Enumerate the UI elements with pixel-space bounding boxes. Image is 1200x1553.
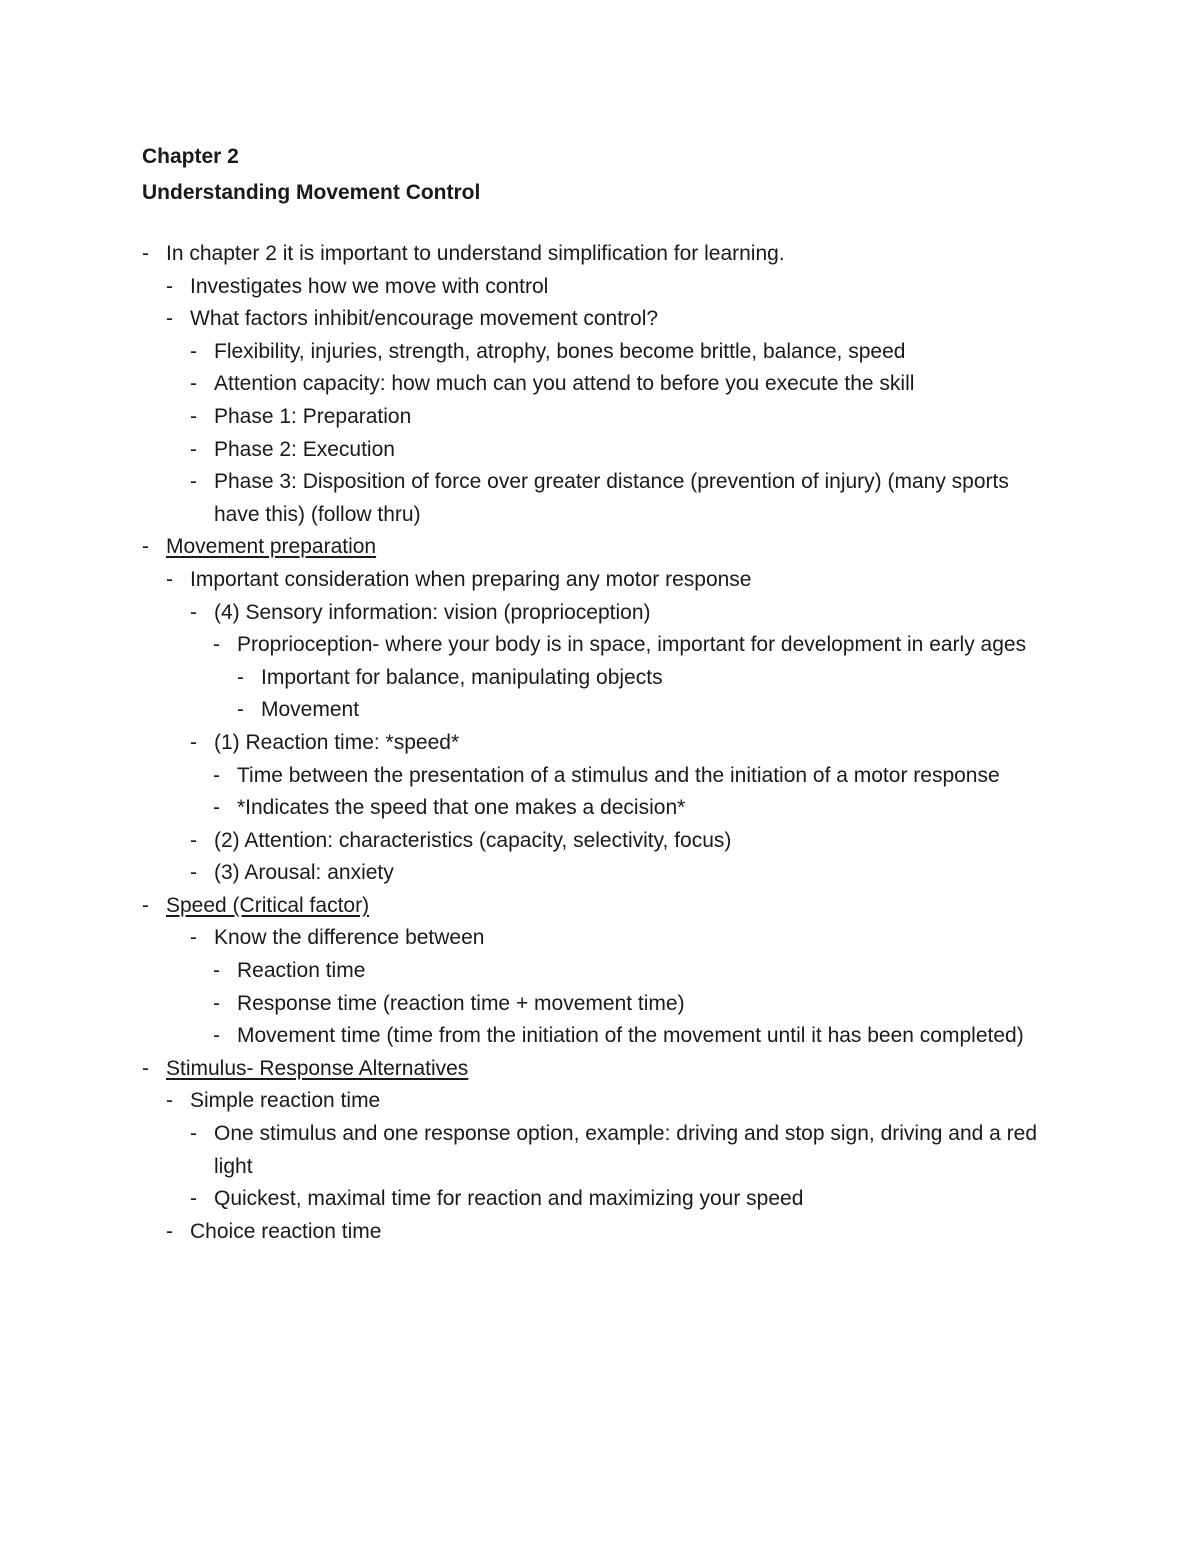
bullet-dash: - (190, 600, 197, 624)
bullet-dash: - (213, 633, 220, 657)
list-item-text: Movement time (time from the initiation of the movement until it has been completed) (237, 1024, 1024, 1048)
bullet-dash: - (190, 926, 197, 950)
list-item (0, 271, 1200, 304)
bullet-dash: - (190, 1187, 197, 1211)
list-item (0, 694, 1200, 727)
list-item-text: Phase 2: Execution (214, 437, 395, 461)
bullet-dash: - (213, 991, 220, 1015)
bullet-dash: - (190, 339, 197, 363)
list-item (0, 401, 1200, 434)
list-item-text: Important consideration when preparing any motor response (190, 567, 752, 591)
list-item-text: (3) Arousal: anxiety (214, 861, 394, 885)
list-item (0, 760, 1200, 793)
underlined-text: Movement preparation (166, 535, 377, 559)
list-item-text: Choice reaction time (190, 1219, 382, 1243)
bullet-dash: - (190, 437, 197, 461)
bullet-dash: - (142, 1056, 149, 1080)
list-item (0, 1183, 1200, 1216)
list-item-text: *Indicates the speed that one makes a decision* (237, 796, 686, 820)
list-item (0, 1118, 1200, 1183)
list-item-text: Movement (261, 698, 360, 722)
bullet-dash: - (190, 404, 197, 428)
list-item-text: What factors inhibit/encourage movement control? (190, 307, 659, 331)
list-item (0, 890, 1200, 923)
bullet-dash: - (190, 1122, 197, 1146)
list-item (0, 564, 1200, 597)
list-item (0, 988, 1200, 1021)
section-heading-text (166, 1053, 1060, 1086)
bullet-dash: - (142, 535, 149, 559)
list-item (0, 531, 1200, 564)
bullet-dash: - (213, 796, 220, 820)
bullet-dash: - (213, 1024, 220, 1048)
list-item (0, 336, 1200, 369)
section-heading-text (166, 531, 1060, 564)
bullet-dash: - (166, 274, 173, 298)
page-title: Understanding Movement Control (142, 181, 481, 204)
chapter-heading: Chapter 2 (142, 145, 239, 168)
list-item-text: One stimulus and one response option, example: driving and stop sign, driving and a red light (214, 1122, 1037, 1178)
bullet-dash: - (166, 1219, 173, 1243)
list-item (0, 1216, 1200, 1249)
list-item (0, 238, 1200, 271)
bullet-dash: - (237, 665, 244, 689)
list-item-text: Simple reaction time (190, 1089, 381, 1113)
list-item (0, 629, 1200, 662)
section-heading-text (166, 890, 1060, 923)
list-item-text: Response time (reaction time + movement time) (237, 991, 685, 1015)
list-item (0, 368, 1200, 401)
list-item-text: (1) Reaction time: *speed* (214, 730, 460, 754)
list-item (0, 727, 1200, 760)
list-item (0, 792, 1200, 825)
list-item-text: Reaction time (237, 959, 366, 983)
list-item (0, 1085, 1200, 1118)
list-item (0, 662, 1200, 695)
bullet-dash: - (237, 698, 244, 722)
list-item-text: (4) Sensory information: vision (proprioception) (214, 600, 651, 624)
list-item (0, 597, 1200, 630)
underlined-text: Stimulus- Response Alternatives (166, 1056, 469, 1080)
list-item-text: Phase 1: Preparation (214, 404, 412, 428)
bullet-dash: - (166, 1089, 173, 1113)
list-item (0, 857, 1200, 890)
list-item-text: Phase 3: Disposition of force over greater distance (prevention of injury) (many sports have this) (follow thru) (214, 470, 1009, 526)
bullet-dash: - (213, 959, 220, 983)
list-item-text: Attention capacity: how much can you attend to before you execute the skill (214, 372, 915, 396)
list-item (0, 434, 1200, 467)
list-item-text: Know the difference between (214, 926, 485, 950)
list-item (0, 1020, 1200, 1053)
bullet-dash: - (190, 828, 197, 852)
bullet-dash: - (166, 567, 173, 591)
bullet-dash: - (166, 307, 173, 331)
list-item-text: Proprioception- where your body is in space, important for development in early ages (237, 633, 1027, 657)
list-item (0, 825, 1200, 858)
list-item-text: Time between the presentation of a stimulus and the initiation of a motor response (237, 763, 1000, 787)
bullet-dash: - (190, 730, 197, 754)
list-item (0, 466, 1200, 531)
list-item (0, 955, 1200, 988)
bullet-dash: - (213, 763, 220, 787)
list-item-text: In chapter 2 it is important to understand simplification for learning. (166, 242, 785, 265)
list-item-text: Quickest, maximal time for reaction and maximizing your speed (214, 1187, 804, 1211)
list-item-text: Investigates how we move with control (190, 274, 549, 298)
bullet-dash: - (142, 893, 149, 917)
bullet-dash: - (142, 242, 149, 265)
bullet-list (0, 238, 1200, 1248)
list-item-text: Flexibility, injuries, strength, atrophy, bones become brittle, balance, speed (214, 339, 906, 363)
list-item (0, 1053, 1200, 1086)
underlined-text: Speed (Critical factor) (166, 893, 370, 917)
bullet-dash: - (190, 470, 197, 494)
bullet-dash: - (190, 861, 197, 885)
list-item (0, 922, 1200, 955)
list-item-text: (2) Attention: characteristics (capacity, selectivity, focus) (214, 828, 732, 852)
list-item (0, 303, 1200, 336)
bullet-dash: - (190, 372, 197, 396)
list-item-text: Important for balance, manipulating objects (261, 665, 663, 689)
